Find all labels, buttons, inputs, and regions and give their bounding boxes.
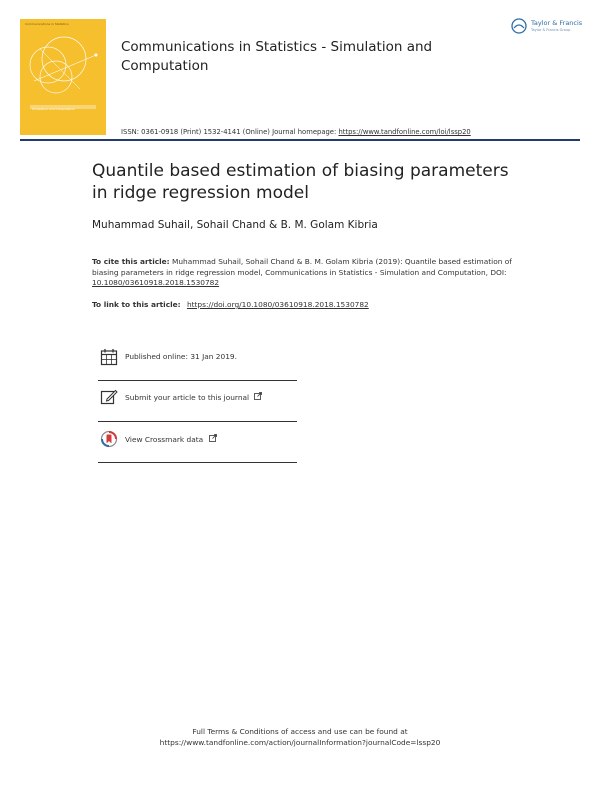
journal-homepage-link[interactable]: https://www.tandfonline.com/loi/lssp20	[338, 128, 471, 136]
cover-title: Communications in Statistics	[25, 22, 69, 26]
link-label: To link to this article:	[92, 300, 181, 309]
crossmark-icon	[100, 430, 118, 450]
crossmark-link[interactable]	[98, 430, 298, 470]
article-doi-url[interactable]: https://doi.org/10.1080/03610918.2018.1530782	[186, 300, 369, 309]
submit-article-link[interactable]	[98, 388, 298, 428]
terms-footer	[0, 727, 600, 748]
journal-title: Communications in Statistics - Simulation and Computation	[121, 39, 433, 74]
published-online-row	[98, 348, 298, 388]
published-date: Published online: 31 Jan 2019.	[125, 352, 237, 361]
crossmark-text	[125, 434, 217, 444]
citation-label: To cite this article:	[92, 257, 170, 266]
doi-link[interactable]: 10.1080/03610918.2018.1530782	[92, 278, 220, 287]
external-link-icon	[209, 434, 217, 442]
article-title: Quantile based estimation of biasing parameters in ridge regression model	[92, 161, 509, 203]
terms-url[interactable]: https://www.tandfonline.com/action/journalInformation?journalCode=lssp20	[159, 737, 441, 747]
journal-cover-image	[20, 19, 106, 135]
submit-article-text	[125, 392, 262, 402]
crossmark-label: View Crossmark data	[125, 435, 204, 444]
calendar-icon	[100, 348, 118, 366]
header-divider	[20, 139, 580, 141]
submit-article-label: Submit your article to this journal	[125, 393, 250, 402]
article-link-row	[92, 300, 512, 309]
external-link-icon	[254, 392, 262, 400]
edit-icon	[100, 388, 118, 406]
cover-subtitle: Simulation and Computation	[32, 107, 75, 111]
publisher-subtitle: Taylor & Francis Group	[531, 28, 571, 32]
article-authors: Muhammad Suhail, Sohail Chand & B. M. Golam Kibria	[92, 219, 378, 231]
publisher-name: Taylor & Francis	[531, 19, 583, 27]
info-divider	[98, 380, 297, 381]
issn-text: ISSN: 0361-0918 (Print) 1532-4141 (Online) Journal homepage:	[121, 128, 337, 136]
citation-block	[92, 257, 512, 289]
citation-text: Muhammad Suhail, Sohail Chand & B. M. Golam Kibria (2019): Quantile based estimation of biasing parameters in ridge regression model, Communications in Statistics - Simulation and Computation, DOI:	[92, 257, 512, 277]
issn-line	[121, 128, 471, 136]
publisher-logo-icon	[511, 18, 527, 34]
terms-text: Full Terms & Conditions of access and use can be found at	[192, 727, 408, 736]
cover-circles-graphic	[20, 19, 106, 135]
info-divider	[98, 462, 297, 463]
info-divider	[98, 421, 297, 422]
publisher-logo[interactable]	[511, 18, 581, 38]
